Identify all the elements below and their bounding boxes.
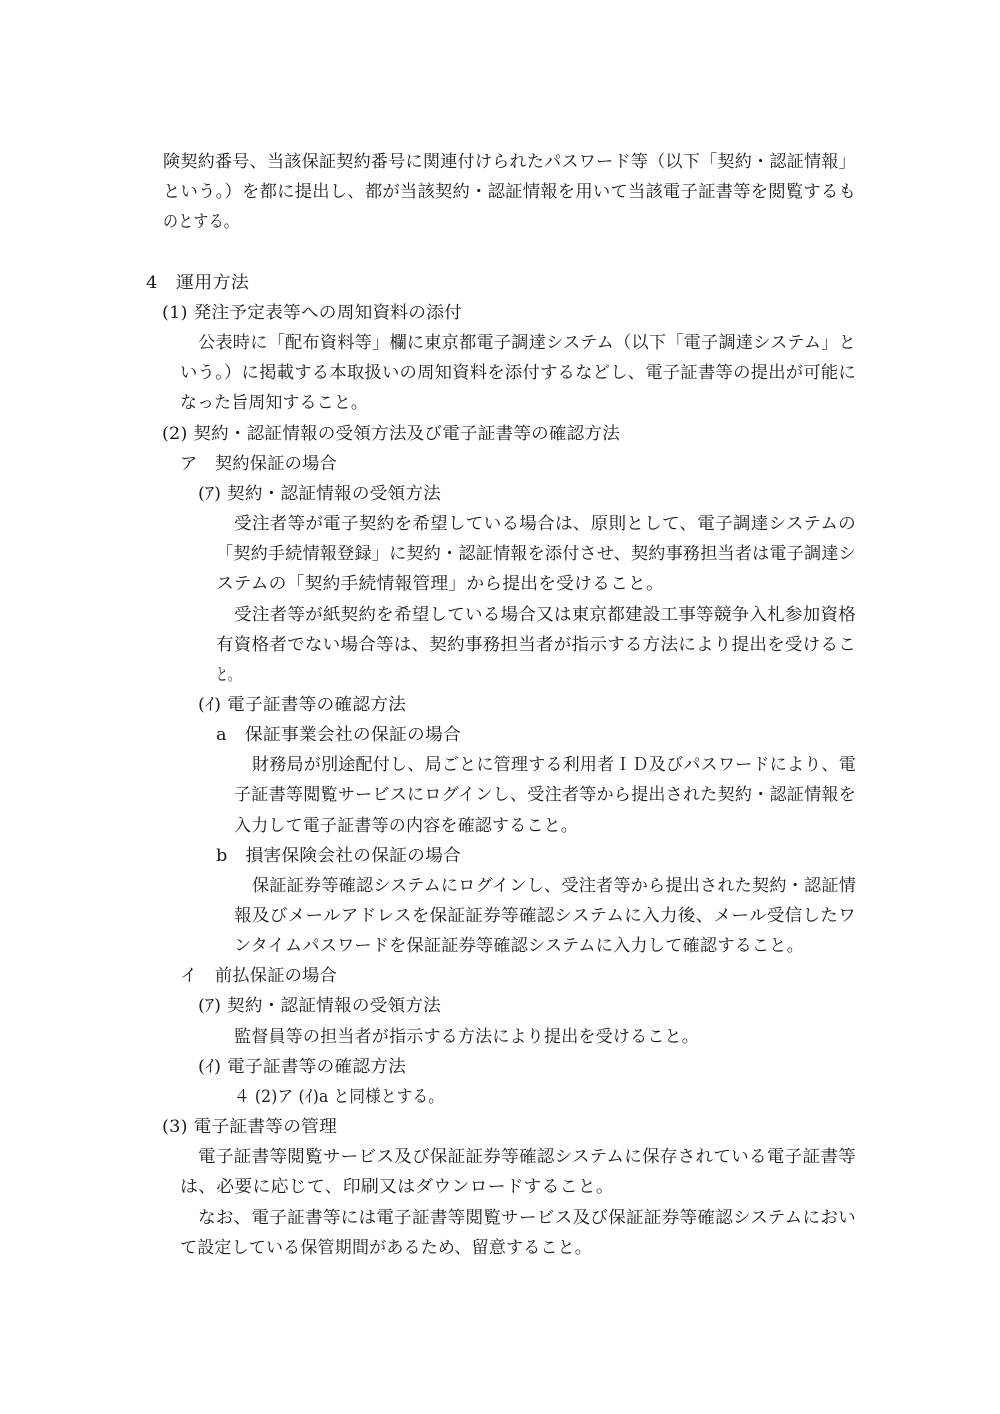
text-line: 報及びメールアドレスを保証証券等確認システムに入力後、メール受信したワ bbox=[234, 906, 856, 926]
text-line: (1) 発注予定表等への周知資料の添付 bbox=[162, 303, 462, 323]
text-line: (ｲ) 電子証書等の確認方法 bbox=[198, 695, 406, 715]
text-line: なお、電子証書等には電子証書等閲覧サービス及び保証証券等確認システムにおい bbox=[198, 1208, 856, 1228]
text-line: 「契約手続情報登録」に契約・認証情報を添付させ、契約事務担当者は電子調達シ bbox=[216, 544, 856, 564]
text-line: 有資格者でない場合等は、契約事務担当者が指示する方法により提出を受けるこ bbox=[216, 635, 856, 655]
text-line: という。）を都に提出し、都が当該契約・認証情報を用いて当該電子証書等を閲覧するも bbox=[163, 182, 856, 202]
text-line: a 保証事業会社の保証の場合 bbox=[216, 725, 461, 745]
text-line: 受注者等が電子契約を希望している場合は、原則として、電子調達システムの bbox=[234, 514, 856, 534]
text-line: (ｱ) 契約・認証情報の受領方法 bbox=[198, 996, 441, 1016]
text-line: は、必要に応じて、印刷又はダウンロードすること。 bbox=[180, 1177, 614, 1197]
text-line: ンタイムパスワードを保証証券等確認システムに入力して確認すること。 bbox=[234, 936, 804, 956]
text-line: 電子証書等閲覧サービス及び保証証券等確認システムに保存されている電子証書等 bbox=[198, 1147, 856, 1167]
text-line: て設定している保管期間があるため、留意すること。 bbox=[180, 1238, 592, 1258]
text-line: (ｲ) 電子証書等の確認方法 bbox=[198, 1057, 406, 1077]
text-line: 入力して電子証書等の内容を確認すること。 bbox=[234, 816, 578, 836]
text-line: いう。）に掲載する本取扱いの周知資料を添付するなどし、電子証書等の提出が可能に bbox=[180, 363, 856, 383]
text-line: 子証書等閲覧サービスにログインし、受注者等から提出された契約・認証情報を bbox=[234, 785, 856, 805]
text-line: のとする。 bbox=[163, 212, 239, 232]
text-line: 保証証券等確認システムにログインし、受注者等から提出された契約・認証情 bbox=[252, 876, 856, 896]
text-line: イ 前払保証の場合 bbox=[180, 966, 337, 986]
text-line: 財務局が別途配付し、局ごとに管理する利用者ＩＤ及びパスワードにより、電 bbox=[252, 755, 856, 775]
text-line: 4 運用方法 bbox=[146, 273, 249, 293]
text-line: ４ (2)ア (ｲ)a と同様とする。 bbox=[234, 1087, 444, 1107]
text-line: 険契約番号、当該保証契約番号に関連付けられたパスワード等（以下「契約・認証情報」 bbox=[163, 152, 856, 172]
text-line: (ｱ) 契約・認証情報の受領方法 bbox=[198, 484, 441, 504]
text-line: (2) 契約・認証情報の受領方法及び電子証書等の確認方法 bbox=[162, 424, 620, 444]
text-line: b 損害保険会社の保証の場合 bbox=[216, 846, 461, 866]
text-line: 受注者等が紙契約を希望している場合又は東京都建設工事等競争入札参加資格 bbox=[234, 605, 856, 625]
text-line: なった旨周知すること。 bbox=[180, 393, 368, 413]
text-line: 公表時に「配布資料等」欄に東京都電子調達システム（以下「電子調達システム」と bbox=[198, 333, 857, 353]
text-line: (3) 電子証書等の管理 bbox=[162, 1117, 337, 1137]
text-line: 監督員等の担当者が指示する方法により提出を受けること。 bbox=[234, 1027, 699, 1047]
text-line: ア 契約保証の場合 bbox=[180, 454, 337, 474]
text-line: ステムの「契約手続情報管理」から提出を受けること。 bbox=[216, 574, 664, 594]
text-line: と。 bbox=[216, 665, 240, 685]
